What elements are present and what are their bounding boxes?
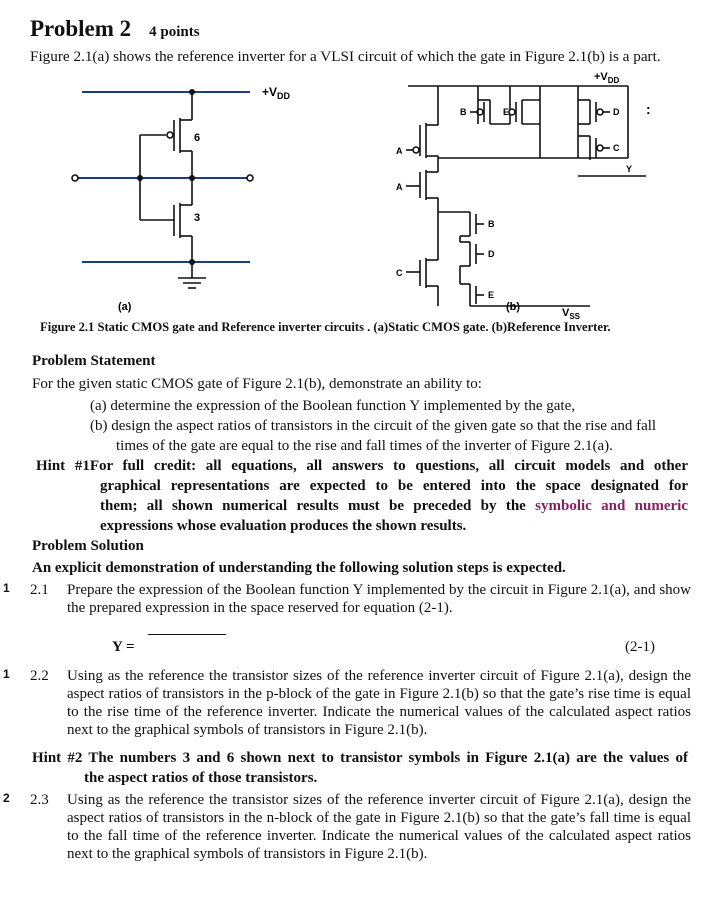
step-2-1 [30,581,690,621]
step3-points: 2 [3,791,10,805]
figure-caption: Figure 2.1 Static CMOS gate and Reference inverter circuits . (a)Static CMOS gate. (b)Reference Inverter. [40,320,611,334]
a1-bubble [413,147,419,153]
step-2-2 [30,667,690,743]
hint2 [32,749,688,787]
hint2-label: Hint #2 [32,750,83,766]
hint2-text-2: the aspect ratios of those transistors. [84,770,318,786]
continuation-dots: : [646,101,651,117]
d-bubble [597,109,603,115]
hint1-text-2: graphical representations are expected to be entered into the space designated for [100,478,688,494]
pmos-ratio-label: 6 [194,132,201,144]
vdd-label-b: $+V_{DD}$ [594,71,620,85]
output-terminal [247,175,253,181]
statement-heading: Problem Statement [32,353,156,369]
gate-b [406,86,646,306]
inverter-blue-rails [72,92,250,262]
problem-number: Problem 2 [30,16,132,41]
e-bubble [509,109,515,115]
step2-text: Using as the reference the transistor sizes of the reference inverter circuit of Figure 2.1(a), design the aspect ratios of transistors in the p-block of the gate in Figure 2.1(b) so that the gate’s rise time is equal to the rise time of the reference inverter. Indicate the numerical values of the calculated aspect ratios next to the graphical symbols of transistors in Figure 2.1(b). [67,668,691,738]
step2-number: 2.2 [30,668,49,684]
equation-lhs: Y = [112,639,135,655]
junction-in [137,175,143,181]
problem-title [30,16,200,42]
step3-text: Using as the reference the transistor sizes of the reference inverter circuit of Figure 2.1(a), design the aspect ratios of transistors in the n-block of the gate in Figure 2.1(b) so that the gate’s fall time is equal to the fall time of the reference inverter. Indicate the numerical values of the calculated aspect ratios next to the graphical symbols of transistors in Figure 2.1(b). [67,792,691,862]
step1-text: Prepare the expression of the Boolean function Y implemented by the circuit in Figure 2.1(a), and show the prepared expression in the space reserved for equation (2-1). [67,582,691,616]
label-y: Y [626,164,633,174]
inverter-a [72,92,253,288]
vdd-label-a: $+V_{DD}$ [262,85,291,101]
statement-item-b-line1: (b) design the aspect ratios of transistors in the circuit of the given gate so that the rise and fall [90,418,657,434]
points-label: 4 points [149,24,200,40]
intro-text: Figure 2.1(a) shows the reference inverter for a VLSI circuit of which the gate in Figure 2.1(b) is a part. [30,48,661,65]
nmos-ratio-label: 3 [194,212,201,224]
step1-points: 1 [3,581,10,595]
vss-label: $V_{SS}$ [562,307,581,321]
junction-gnd [189,259,195,265]
step1-number: 2.1 [30,582,49,598]
label-a2: A [396,182,403,192]
pmos-bubble [167,132,173,138]
label-b-n: B [488,219,495,229]
step2-points: 1 [3,667,10,681]
step3-number: 2.3 [30,792,49,808]
input-terminal [72,175,78,181]
step-2-3 [30,791,690,867]
hint1 [36,457,688,535]
label-c-n: C [396,268,403,278]
hint1-highlight: symbolic and numeric [535,498,688,514]
hint1-text-1: For full credit: all equations, all answers to questions, all circuit models and other [89,458,688,474]
solution-heading: Problem Solution [32,538,144,554]
hint1-text-3: them; all shown numerical results must be preceded by the [100,498,526,514]
equation-tag: (2-1) [625,639,655,655]
c-bubble [597,145,603,151]
hint1-text-4: expressions whose evaluation produces the shown results. [100,518,467,534]
label-e-n: E [488,290,495,300]
statement-item-a: (a) determine the expression of the Boolean function Y implemented by the gate, [90,398,575,414]
hint1-label: Hint #1 [36,458,90,474]
figure-b-label: (b) [506,301,521,313]
label-a1: A [396,146,403,156]
gate-b-labels [396,107,632,300]
equation-answer-line [148,634,226,635]
label-b-p: B [460,107,467,117]
statement-item-b-line2: times of the gate are equal to the rise and fall times of the inverter of Figure 2.1(a). [116,438,613,454]
label-d-n: D [488,249,495,259]
circuit-figure [0,66,712,322]
solution-subheading: An explicit demonstration of understanding the following solution steps is expected. [32,560,566,576]
label-e-p: E [503,107,510,117]
junction-out [189,175,195,181]
statement-lead: For the given static CMOS gate of Figure 2.1(b), demonstrate an ability to: [32,376,482,392]
label-c-p: C [613,143,620,153]
junction-vdd [189,89,195,95]
figure-a-label: (a) [118,301,132,313]
hint2-text-1: The numbers 3 and 6 shown next to transistor symbols in Figure 2.1(a) are the values of [88,750,688,766]
label-d-p: D [613,107,620,117]
